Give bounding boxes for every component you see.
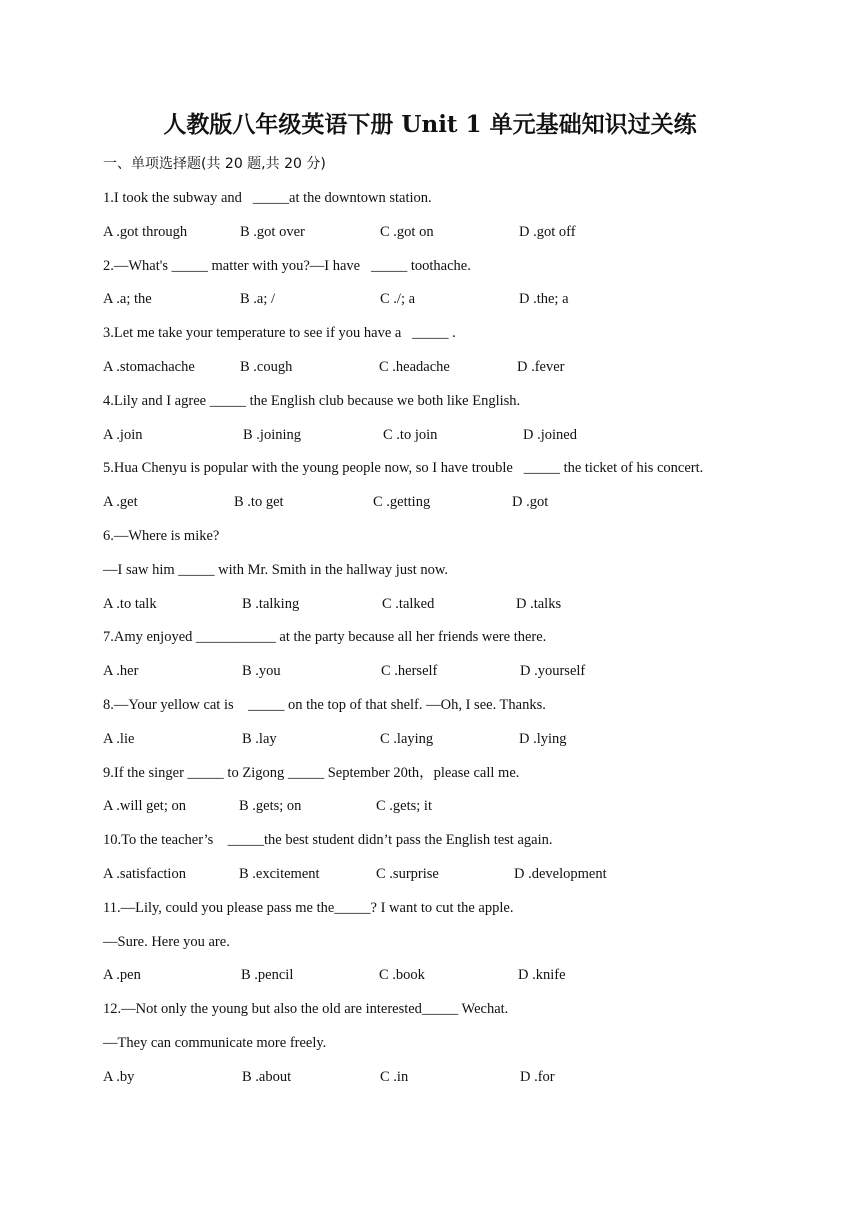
- answer-option: A .by: [103, 1068, 135, 1085]
- answer-option: B .about: [242, 1068, 292, 1085]
- answer-option: B .got over: [240, 223, 305, 240]
- answer-option: B .talking: [242, 595, 300, 612]
- answer-option: D .got: [512, 494, 549, 511]
- answer-option: C .headache: [379, 359, 450, 375]
- page-title: 人教版八年级英语下册 Unit 1 单元基础知识过关练: [163, 111, 697, 138]
- question-stem: 10.To the teacher’s _____the best student didn’t pass the English test again.: [103, 832, 553, 849]
- answer-option: A .a; the: [103, 291, 152, 308]
- answer-option: A .lie: [103, 730, 135, 747]
- question-stem: 6.—Where is mike?: [103, 528, 220, 544]
- answer-option: D .yourself: [520, 663, 586, 680]
- question-stem: 4.Lily and I agree _____ the English club because we both like English.: [103, 392, 521, 409]
- question-dialogue-line: —Sure. Here you are.: [103, 933, 230, 950]
- answer-option: B .a; /: [240, 291, 276, 308]
- question-dialogue-line: —I saw him _____ with Mr. Smith in the hallway just now.: [103, 561, 449, 578]
- question-stem: 7.Amy enjoyed ___________ at the party because all her friends were there.: [103, 629, 547, 646]
- answer-option: C .got on: [380, 223, 434, 240]
- answer-option: D .joined: [523, 426, 577, 443]
- answer-option: B .cough: [240, 359, 293, 375]
- answer-option: C .gets; it: [376, 798, 432, 815]
- answer-option: B .pencil: [241, 967, 294, 984]
- question-stem: 9.If the singer _____ to Zigong _____ September 20th，please call me.: [103, 764, 520, 781]
- answer-option: D .lying: [519, 730, 567, 747]
- answer-option: A .got through: [103, 223, 188, 240]
- answer-option: A .pen: [103, 967, 141, 984]
- question-stem: 11.—Lily, could you please pass me the_____? I want to cut the apple.: [103, 899, 514, 916]
- answer-option: C ./; a: [380, 291, 416, 308]
- answer-option: D .the; a: [519, 291, 569, 308]
- answer-option: D .got off: [519, 223, 576, 240]
- answer-option: D .talks: [516, 595, 562, 612]
- answer-option: C .book: [379, 967, 425, 984]
- question-stem: 5.Hua Chenyu is popular with the young people now, so I have trouble _____ the ticket of his concert.: [103, 460, 704, 477]
- answer-option: A .satisfaction: [103, 866, 186, 882]
- answer-option: D .knife: [518, 967, 566, 984]
- answer-option: C .to join: [383, 426, 438, 443]
- answer-option: C .herself: [381, 663, 438, 680]
- answer-option: C .surprise: [376, 866, 439, 882]
- answer-option: B .you: [242, 663, 281, 680]
- answer-option: B .to get: [234, 494, 284, 511]
- answer-option: B .lay: [242, 730, 277, 747]
- answer-option: A .stomachache: [103, 359, 195, 375]
- answer-option: D .development: [514, 866, 607, 882]
- answer-option: C .in: [380, 1068, 409, 1085]
- question-stem: 3.Let me take your temperature to see if you have a _____ .: [103, 325, 456, 342]
- question-stem: 12.—Not only the young but also the old are interested_____ Wechat.: [103, 1001, 509, 1018]
- answer-option: A .join: [103, 426, 143, 443]
- section-heading: 一、单项选择题(共 20 题,共 20 分): [103, 156, 326, 172]
- answer-option: A .get: [103, 494, 138, 511]
- answer-option: D .fever: [517, 359, 565, 375]
- answer-option: B .excitement: [239, 866, 320, 882]
- question-stem: 8.—Your yellow cat is _____ on the top of that shelf. —Oh, I see. Thanks.: [103, 697, 546, 713]
- answer-option: B .joining: [243, 426, 302, 443]
- answer-option: A .will get; on: [103, 798, 186, 815]
- answer-option: C .getting: [373, 494, 431, 511]
- question-stem: 2.—What's _____ matter with you?—I have _____ toothache.: [103, 257, 471, 274]
- question-dialogue-line: —They can communicate more freely.: [103, 1035, 327, 1051]
- answer-option: C .laying: [380, 730, 434, 747]
- answer-option: B .gets; on: [239, 798, 302, 815]
- question-stem: 1.I took the subway and _____at the downtown station.: [103, 190, 432, 206]
- answer-option: C .talked: [382, 595, 435, 612]
- answer-option: D .for: [520, 1068, 555, 1085]
- answer-option: A .to talk: [103, 595, 157, 612]
- answer-option: A .her: [103, 663, 139, 680]
